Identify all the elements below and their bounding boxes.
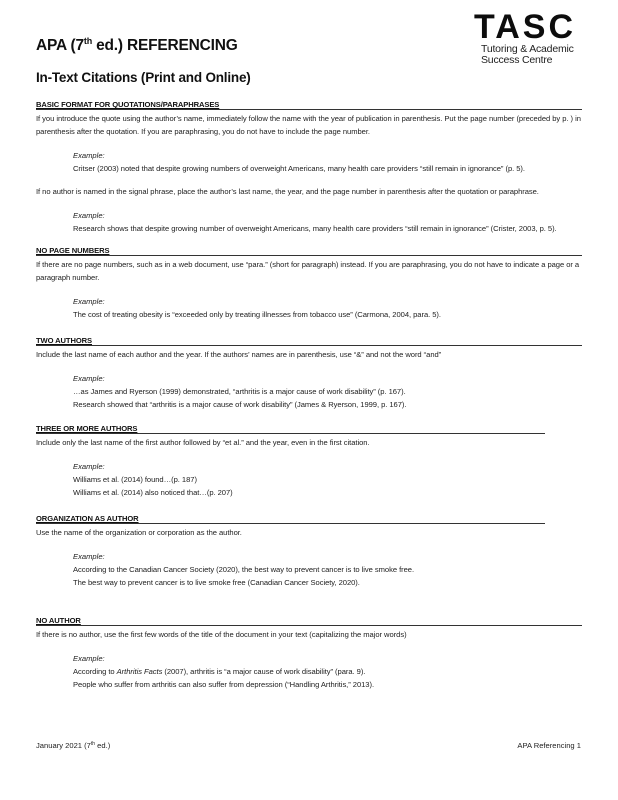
example-text: (2007), arthritis is “a major cause of work disability” (para. 9). [162,667,366,676]
logo-line-1: Tutoring & Academic [481,43,574,55]
example-line: The cost of treating obesity is “exceeded only by treating illnesses from tobacco use” (Carmona, 2004, para. 5). [73,310,441,319]
section-heading: ORGANIZATION AS AUTHOR [36,514,545,524]
example-line: Williams et al. (2014) found…(p. 187) [73,475,197,484]
logo-line-2: Success Centre [481,54,553,66]
example-block [73,210,583,235]
section-body: Include the last name of each author and the year. If the authors’ names are in parenthesis, use “&” and not the word “and” [36,350,442,359]
example-text: According to [73,667,117,676]
example-line: Research showed that “arthritis is a major cause of work disability” (James & Ryerson, 1999, p. 167). [73,400,407,409]
footer-date [36,741,110,750]
section-body: If you introduce the quote using the author’s name, immediately follow the name with the year of publication in parenthesis. Put the page number (preceded by p. ) in parenthesis after the quotation. If you are paraphrasing, you do not have to include the page number. [36,114,581,136]
section-three-or-more-authors [36,424,582,499]
example-block [73,653,582,691]
example-line: Critser (2003) noted that despite growing numbers of overweight Americans, many health care providers “still remain in ignorance” (p. 5). [73,164,525,173]
section-body: If there are no page numbers, such as in a web document, use “para.” (short for paragraph) instead. If you are paraphrasing, you do not have to indicate a page or a paragraph number. [36,260,580,282]
example-label: Example: [73,374,105,383]
example-line: Williams et al. (2014) also noticed that…(p. 207) [73,488,233,497]
example-line: According to the Canadian Cancer Society (2020), the best way to prevent cancer is to live smoke free. [73,565,415,574]
section-body: If there is no author, use the first few words of the title of the document in your text (capitalizing the major words) [36,630,407,639]
example-label: Example: [73,211,105,220]
section-body: Include only the last name of the first author followed by “et al.” and the year, even in the first citation. [36,438,370,447]
section-no-author [36,616,582,691]
section-heading: NO AUTHOR [36,616,582,626]
title-text-suffix: ed.) REFERENCING [92,37,238,54]
title-superscript: th [83,36,92,46]
section-no-page-numbers [36,246,586,321]
example-line: Research shows that despite growing number of overweight Americans, many health care providers “still remain in ignorance” (Crister, 2003, p. 5). [73,224,557,233]
section-heading: BASIC FORMAT FOR QUOTATIONS/PARAPHRASES [36,100,582,110]
example-block [73,296,586,321]
footer-date-suffix: ed.) [95,741,111,750]
footer-date-text: January 2021 (7 [36,741,91,750]
section-body: Use the name of the organization or corporation as the author. [36,528,242,537]
section-heading: NO PAGE NUMBERS [36,246,582,256]
example-label: Example: [73,462,105,471]
example-label: Example: [73,297,105,306]
section-heading: THREE OR MORE AUTHORS [36,424,545,434]
example-label: Example: [73,151,105,160]
example-title-italic: Arthritis Facts [116,667,163,676]
document-title [36,37,238,55]
example-block [73,150,583,175]
section-organization-as-author [36,514,582,589]
example-label: Example: [73,654,105,663]
section-basic-format [36,100,583,235]
tasc-logo [474,8,594,66]
document-subtitle: In-Text Citations (Print and Online) [36,70,251,85]
section-heading: TWO AUTHORS [36,336,582,346]
logo-mark: TASC [474,8,577,46]
example-line: People who suffer from arthritis can also suffer from depression (“Handling Arthritis,” 2013). [73,680,375,689]
section-paragraph: If no author is named in the signal phrase, place the author’s last name, the year, and the page number in parenthesis after the quotation or paraphrase. [36,187,539,196]
example-label: Example: [73,552,105,561]
example-block [73,373,582,411]
example-block [73,551,582,589]
example-line: The best way to prevent cancer is to live smoke free (Canadian Cancer Society, 2020). [73,578,360,587]
logo-subtitle [481,44,594,66]
footer-page-label: APA Referencing 1 [517,741,581,750]
example-line [73,665,582,678]
title-text: APA (7 [36,37,84,54]
example-block [73,461,582,499]
footer-superscript: th [90,741,96,747]
section-two-authors [36,336,582,411]
example-line: …as James and Ryerson (1999) demonstrated, “arthritis is a major cause of work disability” (p. 167). [73,387,406,396]
